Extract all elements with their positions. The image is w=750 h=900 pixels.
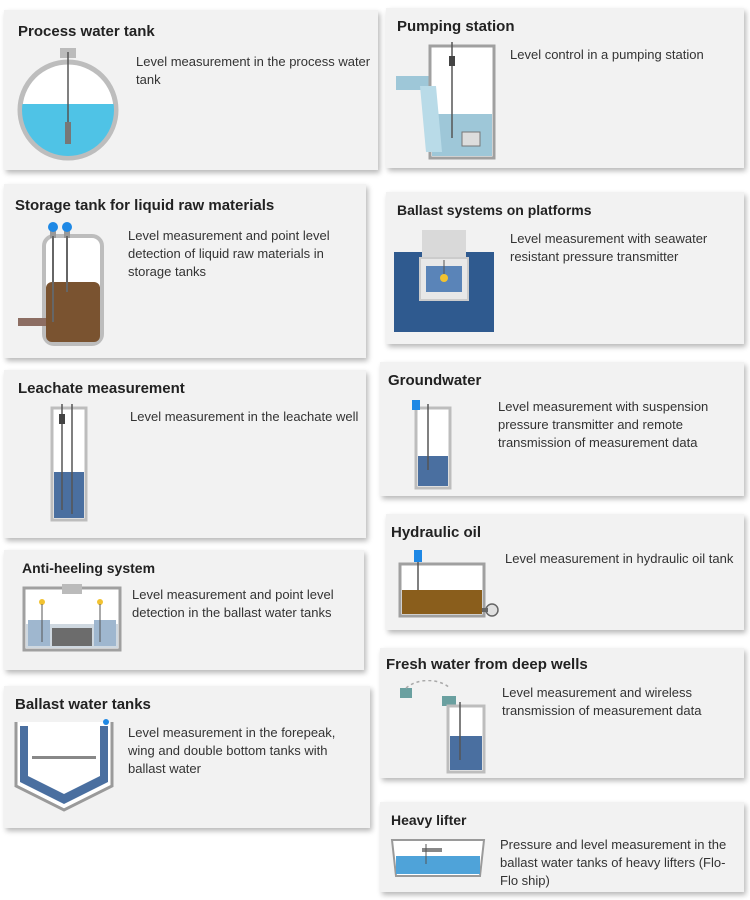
card-description: Level measurement with suspension pressure transmitter and remote transmission of measurement data [498, 399, 709, 450]
card-ballast-water-tanks[interactable] [4, 686, 370, 828]
card-hydraulic-oil[interactable] [386, 514, 744, 630]
card-leachate[interactable] [4, 370, 366, 538]
card-anti-heeling[interactable] [4, 550, 364, 670]
card-title: Fresh water from deep wells [386, 656, 588, 673]
card-ballast-platforms[interactable] [386, 192, 744, 344]
card-description: Level control in a pumping station [510, 47, 704, 62]
storage-tank-illustration [18, 222, 108, 346]
card-title: Ballast systems on platforms [397, 202, 592, 218]
card-fresh-water[interactable] [380, 648, 744, 778]
card-description: Level measurement and point level detection in the ballast water tanks [132, 587, 334, 620]
card-title: Heavy lifter [391, 812, 467, 828]
ship-hull-illustration [12, 716, 116, 812]
card-pumping-station[interactable] [386, 8, 744, 168]
card-title: Ballast water tanks [15, 696, 151, 713]
card-title: Leachate measurement [18, 380, 185, 397]
card-process-water-tank[interactable] [4, 10, 378, 170]
card-description: Pressure and level measurement in the ballast water tanks of heavy lifters (Flo-Flo ship) [500, 837, 727, 888]
card-heavy-lifter[interactable] [380, 802, 744, 892]
pumping-station-illustration [396, 42, 500, 164]
card-storage-tank[interactable] [4, 184, 366, 358]
heavy-lifter-illustration [390, 834, 486, 880]
card-description: Level measurement and point level detection of liquid raw materials in storage tanks [128, 228, 330, 279]
card-description: Level measurement in hydraulic oil tank [505, 551, 734, 566]
card-groundwater[interactable] [380, 362, 744, 496]
groundwater-well-illustration [406, 398, 458, 490]
card-title: Groundwater [388, 372, 482, 389]
round-tank-illustration [14, 44, 124, 164]
card-description: Level measurement in the leachate well [130, 409, 359, 424]
card-description: Level measurement and wireless transmission of measurement data [502, 685, 702, 718]
card-title: Hydraulic oil [391, 524, 482, 541]
hydraulic-oil-tank-illustration [398, 548, 502, 622]
card-title: Pumping station [397, 18, 515, 35]
card-title: Storage tank for liquid raw materials [15, 197, 275, 214]
leachate-well-illustration [48, 404, 98, 526]
card-description: Level measurement in the process water tank [136, 54, 371, 87]
card-description: Level measurement with seawater resistant pressure transmitter [510, 231, 708, 264]
deep-well-illustration [398, 680, 494, 774]
anti-heeling-ship-illustration [22, 582, 122, 654]
card-title: Anti-heeling system [22, 560, 156, 576]
card-title: Process water tank [18, 23, 155, 40]
card-description: Level measurement in the forepeak, wing and double bottom tanks with ballast water [128, 725, 336, 776]
offshore-platform-illustration [394, 226, 494, 332]
